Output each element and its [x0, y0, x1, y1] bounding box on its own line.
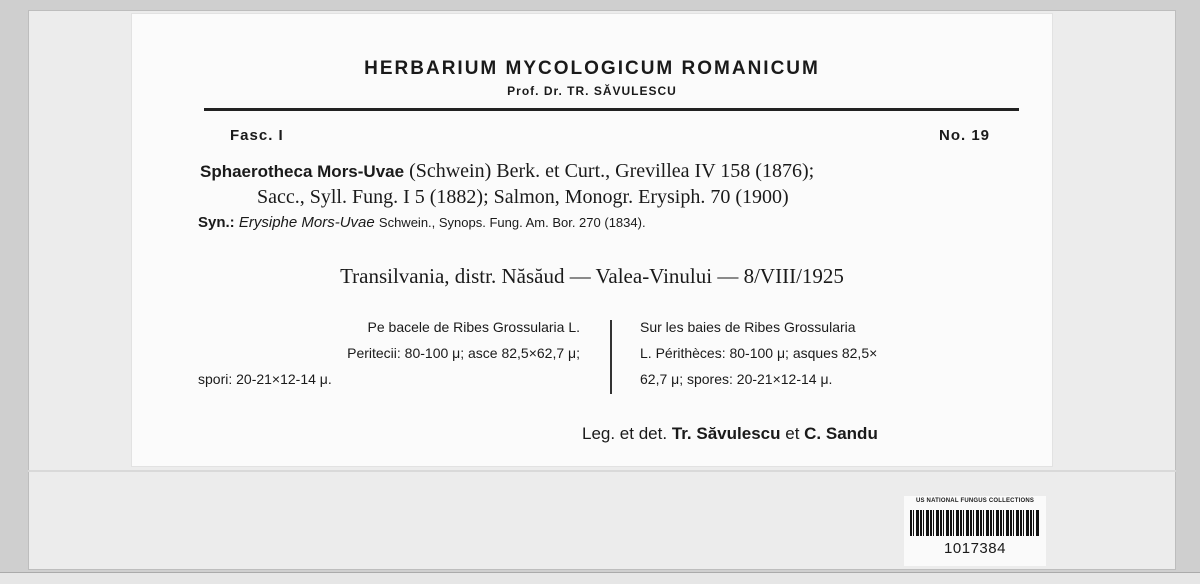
barcode-number: 1017384 — [944, 540, 1006, 557]
species-authority: (Schwein) Berk. et Curt., Grevillea IV 158 (1876); — [409, 160, 815, 182]
specimen-number: No. 19 — [938, 127, 990, 144]
description-french — [640, 314, 1020, 392]
description-fr-line: L. Périthèces: 80-100 μ; asques 82,5× — [640, 345, 878, 361]
barcode-institution: US NATIONAL FUNGUS COLLECTIONS — [915, 498, 1035, 504]
collector-conjunction: et — [785, 424, 800, 443]
header-rule — [204, 108, 1019, 111]
description-ro-line: Pe bacele de Ribes Grossularia L. — [367, 319, 580, 335]
synonym-label: Syn.: — [198, 214, 235, 231]
collector-name-2: C. Sandu — [804, 424, 878, 443]
synonym-citation: Schwein., Synops. Fung. Am. Bor. 270 (1834). — [378, 215, 646, 230]
herbarium-title: HERBARIUM MYCOLOGICUM ROMANICUM — [364, 58, 820, 79]
locality-line: Transilvania, distr. Năsăud — Valea-Vinului — 8/VIII/1925 — [340, 264, 844, 288]
species-line — [200, 160, 814, 183]
description-ro-line: spori: 20-21×12-14 μ. — [198, 371, 332, 387]
barcode-icon — [910, 510, 1040, 536]
fascicle-number: Fasc. I — [230, 127, 284, 144]
species-citation: Sacc., Syll. Fung. I 5 (1882); Salmon, Monogr. Erysiph. 70 (1900) — [257, 186, 789, 208]
description-fr-line: 62,7 μ; spores: 20-21×12-14 μ. — [640, 371, 833, 387]
sheet-bottom-edge — [0, 572, 1200, 584]
synonym-name: Erysiphe Mors-Uvae — [238, 214, 375, 231]
specimen-label — [132, 14, 1052, 466]
description-ro-line: Peritecii: 80-100 μ; asce 82,5×62,7 μ; — [347, 345, 580, 361]
species-name: Sphaerotheca Mors-Uvae — [200, 162, 405, 181]
column-divider — [610, 320, 612, 394]
description-romanian — [198, 314, 580, 392]
collector-prefix: Leg. et det. — [582, 424, 668, 443]
collector-line — [582, 424, 878, 444]
barcode-label — [904, 496, 1046, 566]
herbarium-director: Prof. Dr. TR. SĂVULESCU — [507, 84, 677, 98]
envelope-flap-edge — [28, 470, 1176, 472]
description-fr-line: Sur les baies de Ribes Grossularia — [640, 319, 856, 335]
collector-name-1: Tr. Săvulescu — [671, 424, 781, 443]
synonym-line — [198, 214, 646, 231]
